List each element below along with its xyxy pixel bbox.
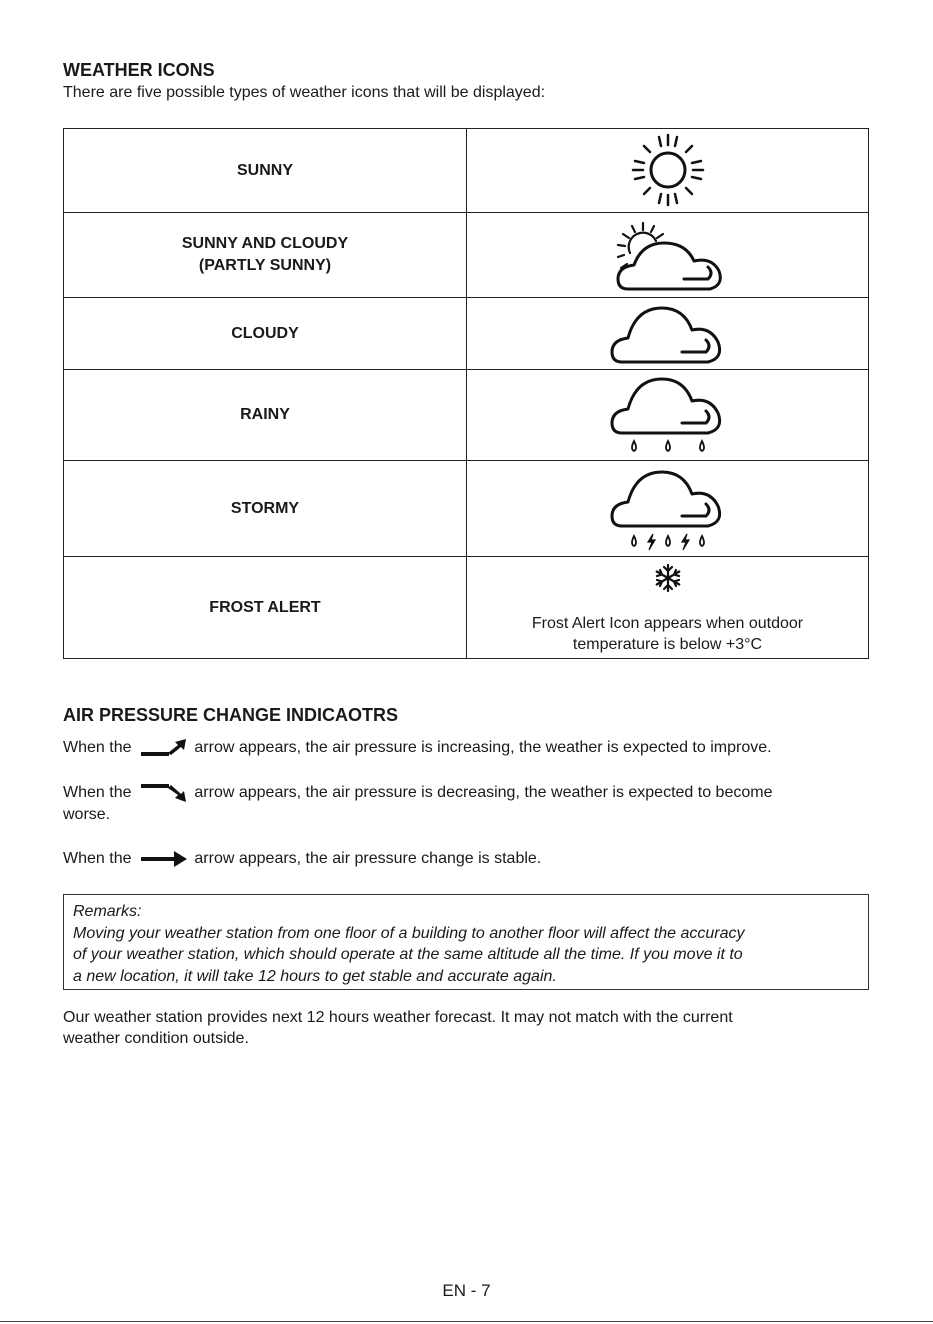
pressure-line-prefix: When the	[63, 739, 132, 757]
remarks-line1: Moving your weather station from one floor of a building to another floor will affect the accuracy	[73, 924, 745, 942]
weather-icons-table	[63, 128, 869, 659]
pressure-line-text-continued: worse.	[63, 806, 111, 824]
table-row	[64, 129, 869, 213]
partly-sunny-label-line1: SUNNY AND CLOUDY	[181, 235, 349, 252]
rainy-icon-cell	[467, 370, 869, 461]
stormy-icon-cell	[467, 461, 869, 557]
pressure-stable-line	[63, 848, 863, 870]
air-pressure-title: AIR PRESSURE CHANGE INDICAOTRS	[63, 705, 399, 725]
partly-sunny-label-line2: (PARTLY SUNNY)	[198, 257, 332, 274]
partly-sunny-icon	[608, 217, 728, 293]
forecast-note-line2: weather condition outside.	[63, 1030, 249, 1047]
partly-sunny-icon-cell	[467, 213, 869, 298]
partly-sunny-label	[64, 213, 467, 298]
frost-alert-label: FROST ALERT	[64, 557, 467, 659]
remarks-line3: a new location, it will take 12 hours to get stable and accurate again.	[73, 967, 557, 985]
arrow-up-icon	[140, 737, 188, 759]
pressure-line-text: arrow appears, the air pressure change is stable.	[194, 850, 542, 868]
table-row	[64, 557, 869, 659]
snowflake-icon	[653, 563, 683, 593]
pressure-line-text: arrow appears, the air pressure is increasing, the weather is expected to improve.	[194, 739, 772, 757]
table-row	[64, 213, 869, 298]
cloud-icon	[608, 302, 728, 366]
storm-cloud-icon	[608, 466, 728, 552]
rain-cloud-icon	[608, 373, 728, 457]
pressure-decreasing-line	[63, 782, 863, 826]
pressure-line-prefix: When the	[63, 784, 132, 802]
forecast-note	[63, 1007, 863, 1049]
remarks-line2: of your weather station, which should operate at the same altitude all the time. If you move it to	[73, 946, 743, 963]
cloudy-icon-cell	[467, 298, 869, 370]
table-row	[64, 461, 869, 557]
pressure-line-text: arrow appears, the air pressure is decreasing, the weather is expected to become	[194, 784, 773, 802]
arrow-down-icon	[140, 782, 188, 804]
sun-icon	[628, 130, 708, 210]
rainy-label: RAINY	[64, 370, 467, 461]
page-bottom-rule	[0, 1321, 933, 1322]
page-number: EN - 7	[442, 1281, 491, 1300]
weather-icons-title: WEATHER ICONS	[63, 60, 215, 80]
remarks-box	[63, 894, 869, 990]
frost-alert-icon-cell	[467, 557, 869, 659]
forecast-note-line1: Our weather station provides next 12 hours weather forecast. It may not match with the current	[63, 1009, 733, 1026]
frost-alert-note-line2: temperature is below +3°C	[572, 636, 763, 653]
table-row	[64, 370, 869, 461]
sunny-label: SUNNY	[64, 129, 467, 213]
frost-alert-note-line1: Frost Alert Icon appears when outdoor	[531, 615, 804, 632]
pressure-increasing-line	[63, 737, 863, 759]
remarks-heading: Remarks:	[73, 903, 142, 920]
table-row	[64, 298, 869, 370]
cloudy-label: CLOUDY	[64, 298, 467, 370]
frost-alert-note	[467, 613, 868, 655]
stormy-label: STORMY	[64, 461, 467, 557]
sunny-icon-cell	[467, 129, 869, 213]
arrow-right-icon	[140, 848, 188, 870]
weather-icons-intro: There are five possible types of weather icons that will be displayed:	[63, 84, 546, 101]
pressure-line-prefix: When the	[63, 850, 132, 868]
